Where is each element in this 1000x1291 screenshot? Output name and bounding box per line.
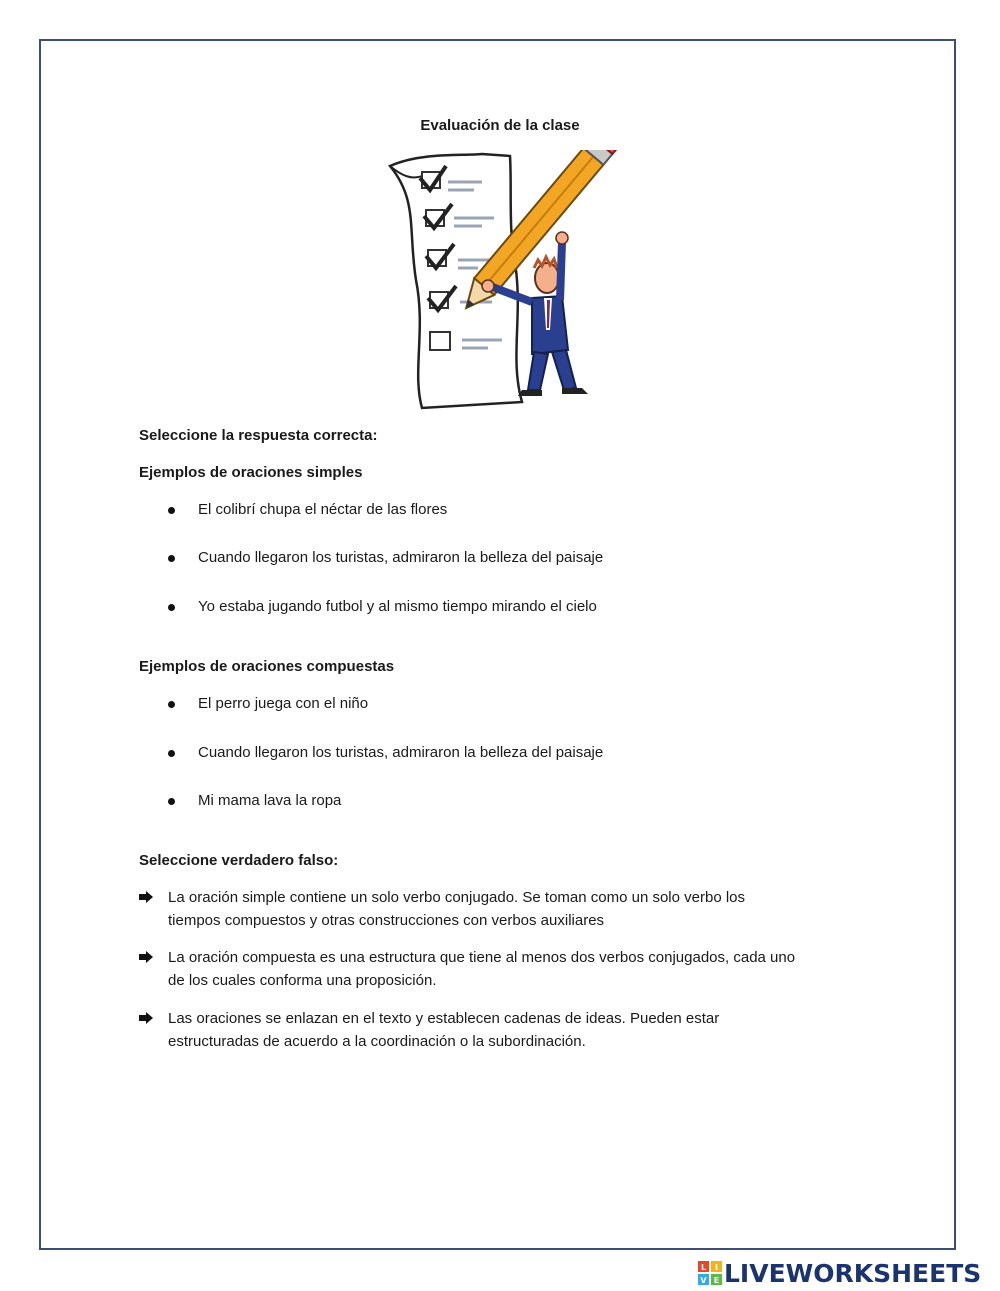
- simple-sentences-heading: Ejemplos de oraciones simples: [139, 464, 363, 481]
- right-arrow-icon: [139, 1012, 153, 1024]
- option-text: El colibrí chupa el néctar de las flores: [198, 501, 448, 518]
- bullet-dot-icon: [168, 750, 175, 757]
- instruction-true-false: Seleccione verdadero falso:: [139, 852, 339, 869]
- statement-line: La oración compuesta es una estructura que tiene al menos dos verbos conjugados, cada uno: [168, 949, 796, 966]
- option-text: Cuando llegaron los turistas, admiraron la belleza del paisaje: [198, 744, 604, 761]
- bullet-dot-icon: [168, 798, 175, 805]
- instruction-correct-answer: Seleccione la respuesta correcta:: [139, 427, 378, 444]
- right-arrow-icon: [139, 891, 153, 903]
- statement-line: tiempos compuestos y otras construcciones con verbos auxiliares: [168, 912, 605, 929]
- bullet-dot-icon: [168, 507, 175, 514]
- liveworksheets-cubes-icon: [698, 1261, 722, 1285]
- logo-letter: L: [700, 1263, 707, 1272]
- statement-line: de los cuales conforma una proposición.: [168, 972, 437, 989]
- true-false-statement[interactable]: [139, 946, 869, 992]
- logo-letter: E: [713, 1276, 720, 1285]
- option-text: Cuando llegaron los turistas, admiraron la belleza del paisaje: [198, 549, 604, 566]
- option-text: Mi mama lava la ropa: [198, 792, 342, 809]
- option-text: Yo estaba jugando futbol y al mismo tiempo mirando el cielo: [198, 598, 597, 615]
- right-arrow-icon: [139, 951, 153, 963]
- liveworksheets-logo[interactable]: [698, 1258, 981, 1288]
- checklist-pencil-man-icon: [382, 150, 622, 415]
- true-false-statement[interactable]: [139, 1007, 869, 1053]
- statement-line: Las oraciones se enlazan en el texto y establecen cadenas de ideas. Pueden estar: [168, 1010, 720, 1027]
- statement-line: La oración simple contiene un solo verbo conjugado. Se toman como un solo verbo los: [168, 889, 746, 906]
- true-false-statement[interactable]: [139, 886, 869, 932]
- bullet-dot-icon: [168, 555, 175, 562]
- option-text: El perro juega con el niño: [198, 695, 369, 712]
- bullet-dot-icon: [168, 701, 175, 708]
- document-title: Evaluación de la clase: [420, 117, 580, 134]
- compound-sentences-heading: Ejemplos de oraciones compuestas: [139, 658, 395, 675]
- bullet-dot-icon: [168, 604, 175, 611]
- logo-letter: V: [700, 1276, 707, 1285]
- statement-line: estructuradas de acuerdo a la coordinación o la subordinación.: [168, 1033, 586, 1050]
- logo-letter: I: [715, 1263, 718, 1272]
- brand-name: LIVEWORKSHEETS: [724, 1258, 982, 1288]
